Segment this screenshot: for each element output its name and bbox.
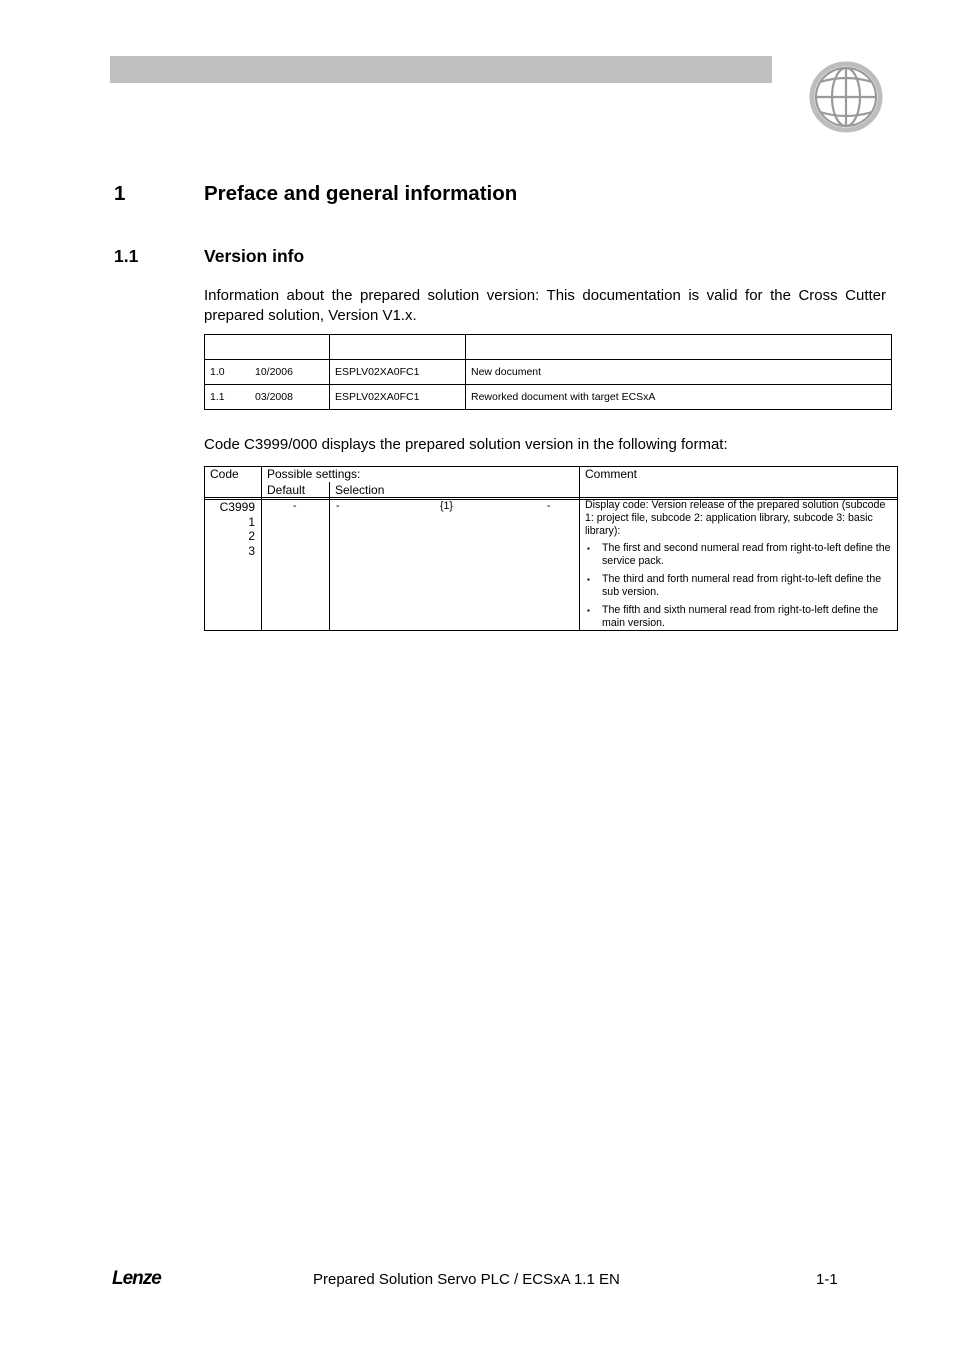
subcode-1: 1 <box>248 515 255 529</box>
code-intro-paragraph: Code C3999/000 displays the prepared solution version in the following format: <box>204 436 728 453</box>
section-title: Version info <box>204 246 305 266</box>
default-value: - <box>293 500 297 512</box>
page-number: 1-1 <box>816 1271 838 1288</box>
chapter-title: Preface and general information <box>204 182 518 205</box>
code-value: C3999 <box>219 500 255 514</box>
section-number: 1.1 <box>114 246 139 266</box>
selection-max: - <box>547 500 551 512</box>
header-default: Default <box>267 483 306 497</box>
header-bar <box>110 56 772 83</box>
version-cell: 1.0 <box>210 366 225 378</box>
comment-bullet-list <box>585 542 893 630</box>
intro-paragraph: Information about the prepared solution version: This documentation is valid for the Cross Cutter prepared solution, Version V1.x. <box>204 287 886 324</box>
file-cell: ESPLV02XA0FC1 <box>330 385 466 410</box>
header-code: Code <box>210 467 239 481</box>
change-cell: New document <box>466 360 892 385</box>
chapter-number: 1 <box>114 182 126 205</box>
comment-cell <box>585 499 893 635</box>
header-comment: Comment <box>585 467 638 481</box>
subcode-2: 2 <box>248 529 255 543</box>
date-cell: 03/2008 <box>255 391 293 403</box>
subcode-3: 3 <box>248 544 255 558</box>
table-header-row <box>205 335 892 360</box>
change-cell: Reworked document with target ECSxA <box>466 385 892 410</box>
list-item: ▪ The first and second numeral read from right-to-left define the service pack. <box>585 542 893 568</box>
comment-text: Display code: Version release of the prepared solution (subcode 1: project file, subcode 2: application library, subcode 3: basic library): <box>585 499 886 537</box>
lenze-logo: Lenze <box>112 1268 161 1289</box>
footer-title: Prepared Solution Servo PLC / ECSxA 1.1 EN <box>313 1271 620 1288</box>
version-table <box>204 334 892 410</box>
version-cell: 1.1 <box>210 391 225 403</box>
code-table <box>204 466 898 631</box>
list-item: ▪ The fifth and sixth numeral read from right-to-left define the main version. <box>585 604 893 630</box>
list-item: ▪ The third and forth numeral read from right-to-left define the sub version. <box>585 573 893 599</box>
header-selection: Selection <box>335 483 385 497</box>
table-row <box>205 360 892 385</box>
date-cell: 10/2006 <box>255 366 293 378</box>
globe-icon <box>806 60 884 134</box>
selection-min: - <box>336 500 340 512</box>
selection-step: {1} <box>440 500 453 512</box>
table-row <box>205 385 892 410</box>
file-cell: ESPLV02XA0FC1 <box>330 360 466 385</box>
header-possible-settings: Possible settings: <box>267 467 361 481</box>
